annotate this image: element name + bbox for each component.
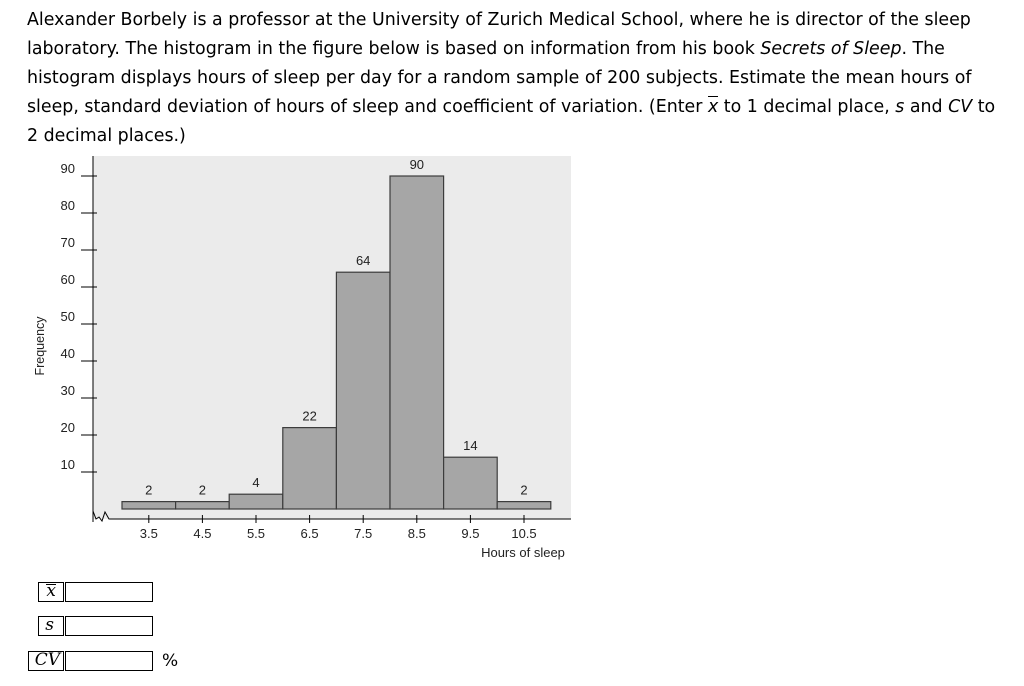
histogram-bar [176,502,230,509]
bar-value-label: 14 [463,438,478,454]
s-answer-label: s [45,615,54,635]
xbar-answer-row [0,582,64,604]
x-tick-label: 6.5 [300,526,319,541]
percent-sign: % [162,651,179,671]
x-axis-label: Hours of sleep [481,545,565,560]
histogram-chart [0,150,600,570]
xbar-symbol: x [708,93,718,122]
y-tick-label: 50 [60,309,75,324]
question-part4: and [904,97,949,117]
bar-value-label: 64 [355,253,371,269]
bar-value-label: 22 [302,408,317,424]
x-tick-label: 9.5 [461,526,480,541]
y-axis-label: Frequency [33,316,47,376]
bar-value-label: 2 [145,482,153,498]
s-answer-row [0,616,64,638]
x-tick-label: 3.5 [139,526,158,541]
y-tick-label: 40 [60,346,75,361]
question-text [27,6,1002,151]
x-tick-label: 5.5 [246,526,266,541]
xbar-input[interactable] [65,582,153,602]
question-part2: . The histogram displays hours of sleep per day for a random sample of 200 subjects. Estimate the mean hours of sleep, standard deviation of hours of sleep and coefficient of variation. (Enter [27,39,972,117]
question-part5: to 2 decimal places.) [27,97,996,146]
x-tick-label: 4.5 [193,526,212,541]
histogram-bar [497,502,551,509]
x-tick-label: 8.5 [407,526,426,541]
cv-answer-row [0,651,64,673]
y-tick-label: 80 [60,198,75,213]
y-tick-label: 90 [60,161,75,176]
xbar-answer-label: x [46,581,56,601]
bar-value-label: 2 [198,482,207,498]
question-part1: Alexander Borbely is a professor at the University of Zurich Medical School, where he is director of the sleep laboratory. The histogram in the figure below is based on information from his book [27,10,971,59]
cv-input[interactable] [65,651,153,671]
s-symbol: s [895,97,905,117]
bar-value-label: 4 [252,475,260,491]
y-tick-label: 30 [60,383,75,398]
y-tick-label: 20 [60,420,75,435]
cv-symbol: CV [948,97,973,117]
cv-answer-label: CV [34,650,60,670]
bar-value-label: 2 [520,482,528,498]
s-input[interactable] [65,616,153,636]
y-tick-label: 60 [60,272,75,287]
x-tick-label: 7.5 [354,526,373,541]
y-tick-label: 10 [60,457,75,472]
histogram-bar [336,272,390,509]
bar-value-label: 90 [409,157,425,172]
histogram-bar [390,176,444,509]
histogram-bar [444,457,498,509]
x-tick-label: 10.5 [511,526,537,541]
question-part3: to 1 decimal place, [718,97,896,117]
book-title: Secrets of Sleep [760,39,902,59]
histogram-bar [122,502,176,509]
histogram-bar [229,494,283,509]
histogram-bar [283,428,337,509]
y-tick-label: 70 [60,235,75,250]
